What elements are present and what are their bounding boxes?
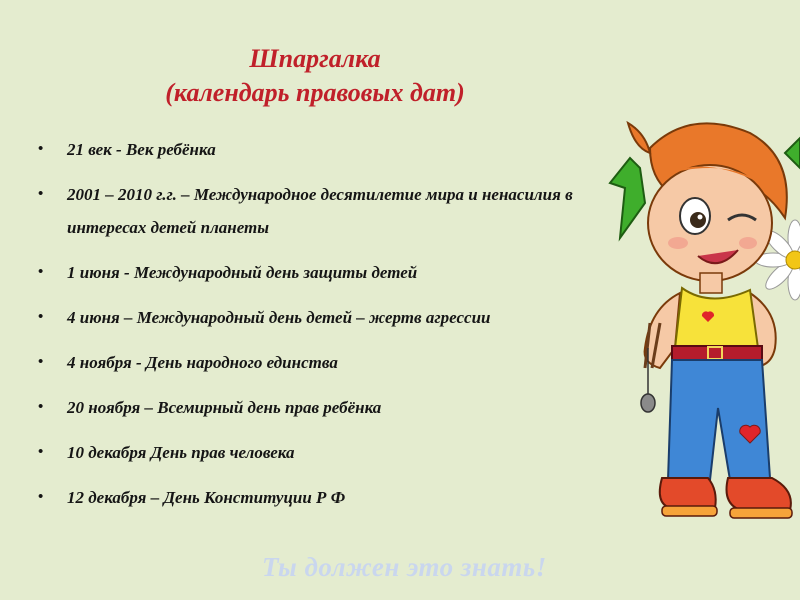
list-item-text: 20 ноября – Всемирный день прав ребёнка [67,398,382,417]
list-item-text: 2001 – 2010 г.г. – Международное десятилетие мира и ненасилия в интересах детей планеты [67,185,573,237]
list-item [34,178,634,244]
bullet-icon: • [38,444,44,460]
bullet-icon: • [38,354,44,370]
list-item [34,391,634,424]
list-item [34,436,634,469]
list-item [34,301,634,334]
list-item-text: 4 июня – Международный день детей – жертв агрессии [67,308,491,327]
list-item-text: 1 июня - Международный день защиты детей [67,263,418,282]
bullet-icon: • [38,489,44,505]
title-line-2: (календарь правовых дат) [165,78,465,107]
bullet-icon: • [38,141,44,157]
list-item-text: 10 декабря День прав человека [67,443,295,462]
title-line-1: Шпаргалка [249,44,381,73]
list-item-text: 4 ноября - День народного единства [67,353,338,372]
dates-list [34,133,634,526]
bullet-icon: • [38,264,44,280]
bullet-icon: • [38,309,44,325]
list-item-text: 12 декабря – День Конституции Р Ф [67,488,346,507]
list-item [34,133,634,166]
list-item-text: 21 век - Век ребёнка [67,140,216,159]
list-item [34,256,634,289]
list-item [34,346,634,379]
cartoon-girl-illustration [590,108,800,528]
bullet-icon: • [38,399,44,415]
bullet-icon: • [38,186,44,202]
slide-title [60,42,570,110]
list-item [34,481,634,514]
footer-slogan: Ты должен это знать! [262,552,547,582]
